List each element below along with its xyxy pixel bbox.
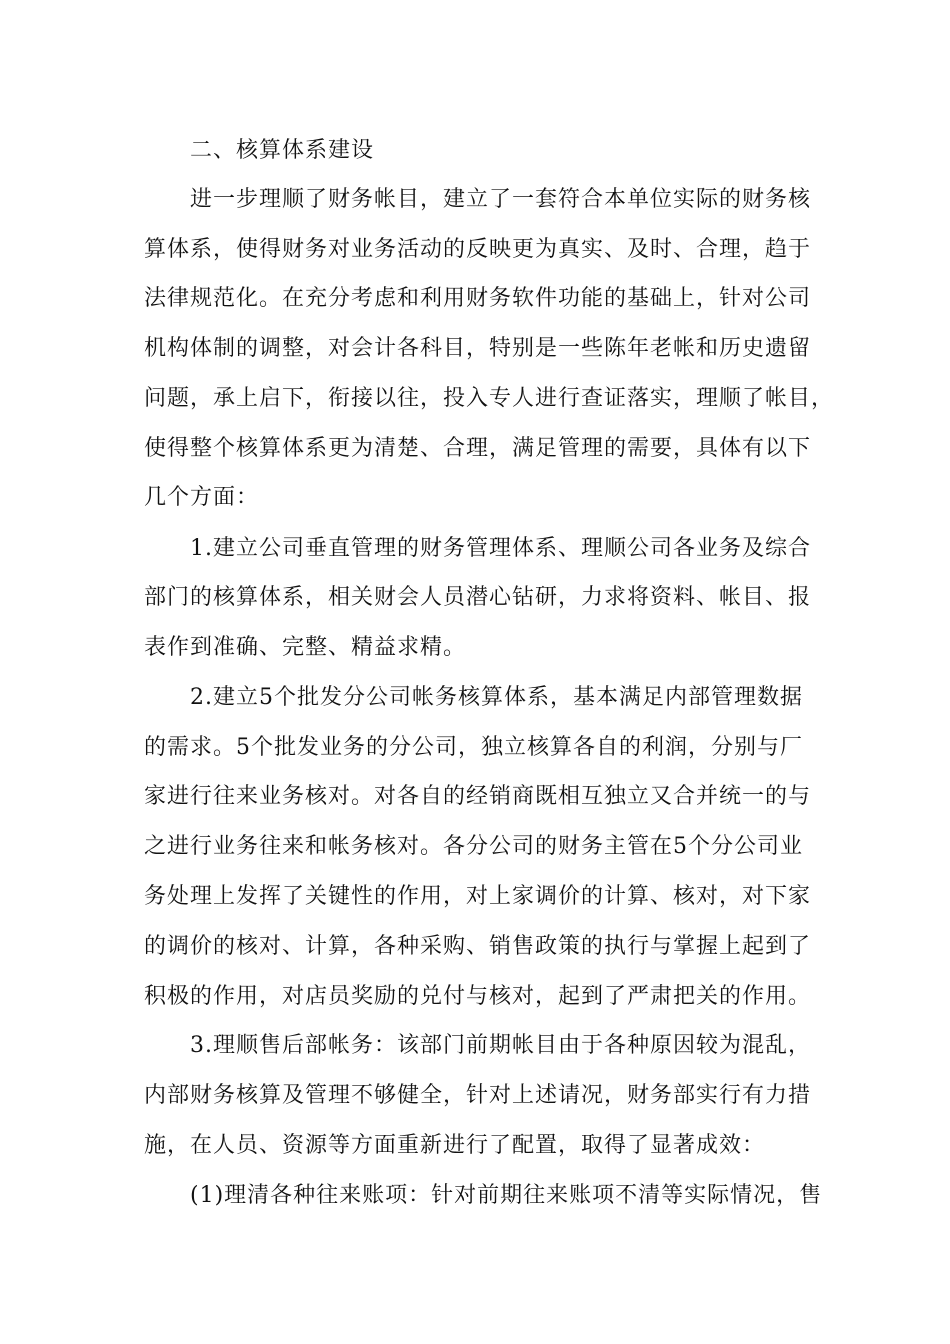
list-item-line: 1.建立公司垂直管理的财务管理体系、理顺公司各业务及综合: [190, 536, 811, 561]
paragraph-line: 机构体制的调整，对会计各科目，特别是一些陈年老帐和历史遗留: [144, 336, 812, 361]
paragraph-line: 几个方面：: [144, 485, 260, 510]
paragraph-line: 问题，承上启下，衔接以往，投入专人进行查证落实，理顺了帐目，: [144, 386, 835, 411]
list-item-line: 部门的核算体系，相关财会人员潜心钻研，力求将资料、帐目、报: [144, 585, 812, 610]
list-item-line: 的调价的核对、计算，各种采购、销售政策的执行与掌握上起到了: [144, 934, 812, 959]
list-item-line: 积极的作用，对店员奖励的兑付与核对，起到了严肃把关的作用。: [144, 984, 812, 1009]
paragraph-line: 进一步理顺了财务帐目，建立了一套符合本单位实际的财务核: [190, 187, 812, 212]
sub-item-line: (1)理清各种往来账项：针对前期往来账项不清等实际情况，售: [190, 1183, 823, 1208]
list-item-line: 之进行业务往来和帐务核对。各分公司的财务主管在5个分公司业: [144, 834, 803, 859]
paragraph-line: 算体系，使得财务对业务活动的反映更为真实、及时、合理，趋于: [144, 237, 812, 262]
list-item-line: 的需求。5个批发业务的分公司，独立核算各自的利润，分别与厂: [144, 735, 803, 760]
list-item-line: 2.建立5个批发分公司帐务核算体系，基本满足内部管理数据: [190, 685, 803, 710]
section-heading: 二、核算体系建设: [190, 138, 375, 163]
list-item-line: 施，在人员、资源等方面重新进行了配置，取得了显著成效：: [144, 1133, 766, 1158]
list-item-line: 3.理顺售后部帐务：该部门前期帐目由于各种原因较为混乱，: [190, 1033, 811, 1058]
list-item-line: 务处理上发挥了关键性的作用，对上家调价的计算、核对，对下家: [144, 884, 812, 909]
list-item-line: 家进行往来业务核对。对各自的经销商既相互独立又合并统一的与: [144, 784, 812, 809]
paragraph-line: 使得整个核算体系更为清楚、合理，满足管理的需要，具体有以下: [144, 436, 812, 461]
list-item-line: 内部财务核算及管理不够健全，针对上述请况，财务部实行有力措: [144, 1083, 812, 1108]
list-item-line: 表作到准确、完整、精益求精。: [144, 635, 467, 660]
paragraph-line: 法律规范化。在充分考虑和利用财务软件功能的基础上，针对公司: [144, 286, 812, 311]
